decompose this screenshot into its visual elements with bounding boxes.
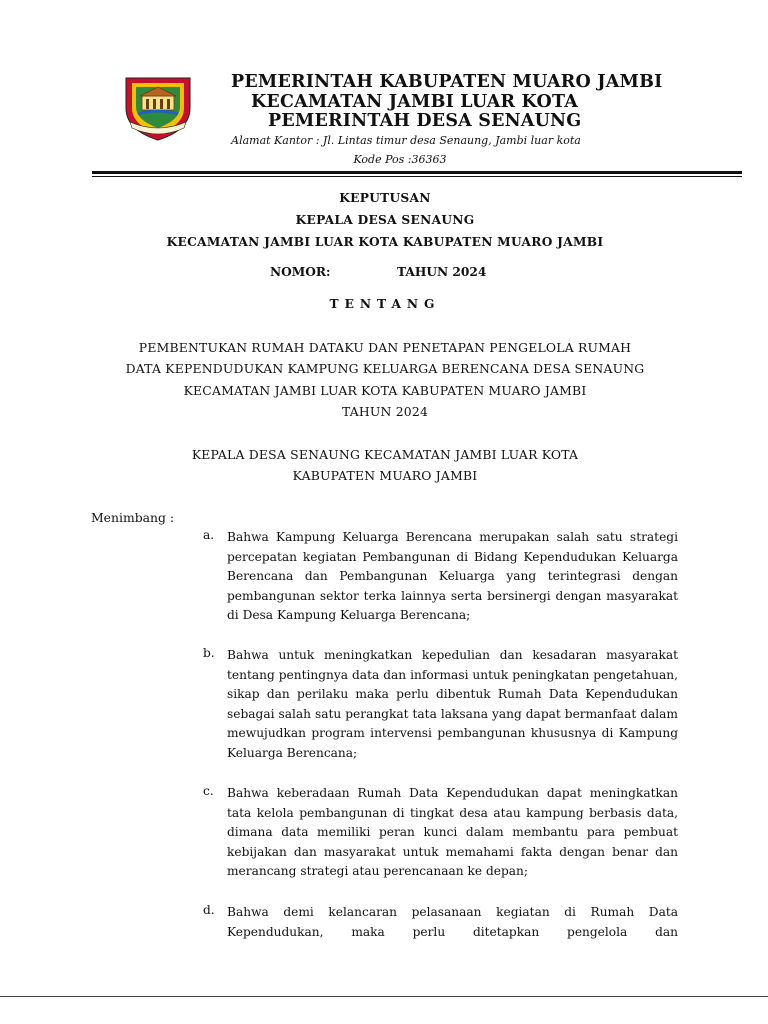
letterhead-district: KECAMATAN JAMBI LUAR KOTA xyxy=(251,92,578,112)
decree-tentang-heading: TENTANG xyxy=(329,297,441,311)
letterhead-village: PEMERINTAH DESA SENAUNG xyxy=(268,111,582,131)
item-marker: b. xyxy=(203,646,215,660)
letterhead-address: Alamat Kantor : Jl. Lintas timur desa Senaung, Jambi luar kota xyxy=(231,134,581,147)
subject-line-2: DATA KEPENDUDUKAN KAMPUNG KELUARGA BERENCANA DESA SENAUNG xyxy=(125,361,645,376)
item-marker: d. xyxy=(203,903,215,917)
decree-issuer: KEPALA DESA SENAUNG xyxy=(295,213,475,227)
subject-line-4: TAHUN 2024 xyxy=(341,404,429,419)
letterhead-postal-code: Kode Pos :36363 xyxy=(353,153,447,166)
decree-jurisdiction: KECAMATAN JAMBI LUAR KOTA KABUPATEN MUARO JAMBI xyxy=(166,235,604,249)
item-text: Bahwa untuk meningkatkan kepedulian dan kesadaran masyarakat tentang pentingnya data dan informasi untuk peningkatan pengetahuan, sikap dan perilaku maka perlu dibentuk Rumah Data Kependudukan sebagai salah satu perangkat tata laksana yang dapat bermanfaat dalam mewujudkan program intervensi pembangunan khususnya di Kampung Keluarga Berencana; xyxy=(227,648,678,760)
decree-number-label: NOMOR: xyxy=(270,265,331,279)
item-text: Bahwa demi kelancaran pelasanaan kegiatan di Rumah Data Kependudukan, maka perlu ditetapkan pengelola dan xyxy=(227,905,678,939)
decree-title: KEPUTUSAN xyxy=(339,191,431,205)
menimbang-label: Menimbang : xyxy=(91,510,175,525)
letterhead-divider-thin xyxy=(92,176,742,177)
page-bottom-border xyxy=(0,996,768,997)
subject-line-1: PEMBENTUKAN RUMAH DATAKU DAN PENETAPAN PENGELOLA RUMAH xyxy=(138,340,632,355)
item-marker: c. xyxy=(203,784,214,798)
regency-emblem-icon xyxy=(118,74,198,142)
authority-line-1: KEPALA DESA SENAUNG KECAMATAN JAMBI LUAR KOTA xyxy=(191,447,579,462)
item-text: Bahwa Kampung Keluarga Berencana merupakan salah satu strategi percepatan kegiatan Pembangunan di Bidang Kependudukan Keluarga Berencana dan Pembangunan Keluarga yang terintegrasi dengan pembangunan sektor terka lainnya serta bersinergi dengan masyarakat di Desa Kampung Keluarga Berencana; xyxy=(227,530,678,623)
subject-line-3: KECAMATAN JAMBI LUAR KOTA KABUPATEN MUARO JAMBI xyxy=(183,383,587,398)
item-text: Bahwa keberadaan Rumah Data Kependudukan dapat meningkatkan tata kelola pembangunan di tingkat desa atau kampung berbasis data, dimana data memiliki peran kunci dalam membantu para pembuat kebijakan dan masyarakat untuk memahami fakta dengan benar dan merancang strategi atau perencanaan ke depan; xyxy=(227,786,678,879)
letterhead-regency: PEMERINTAH KABUPATEN MUARO JAMBI xyxy=(231,72,663,92)
decree-year: TAHUN 2024 xyxy=(397,265,487,279)
authority-line-2: KABUPATEN MUARO JAMBI xyxy=(292,468,478,483)
item-marker: a. xyxy=(203,528,215,542)
letterhead-divider-thick xyxy=(92,171,742,174)
